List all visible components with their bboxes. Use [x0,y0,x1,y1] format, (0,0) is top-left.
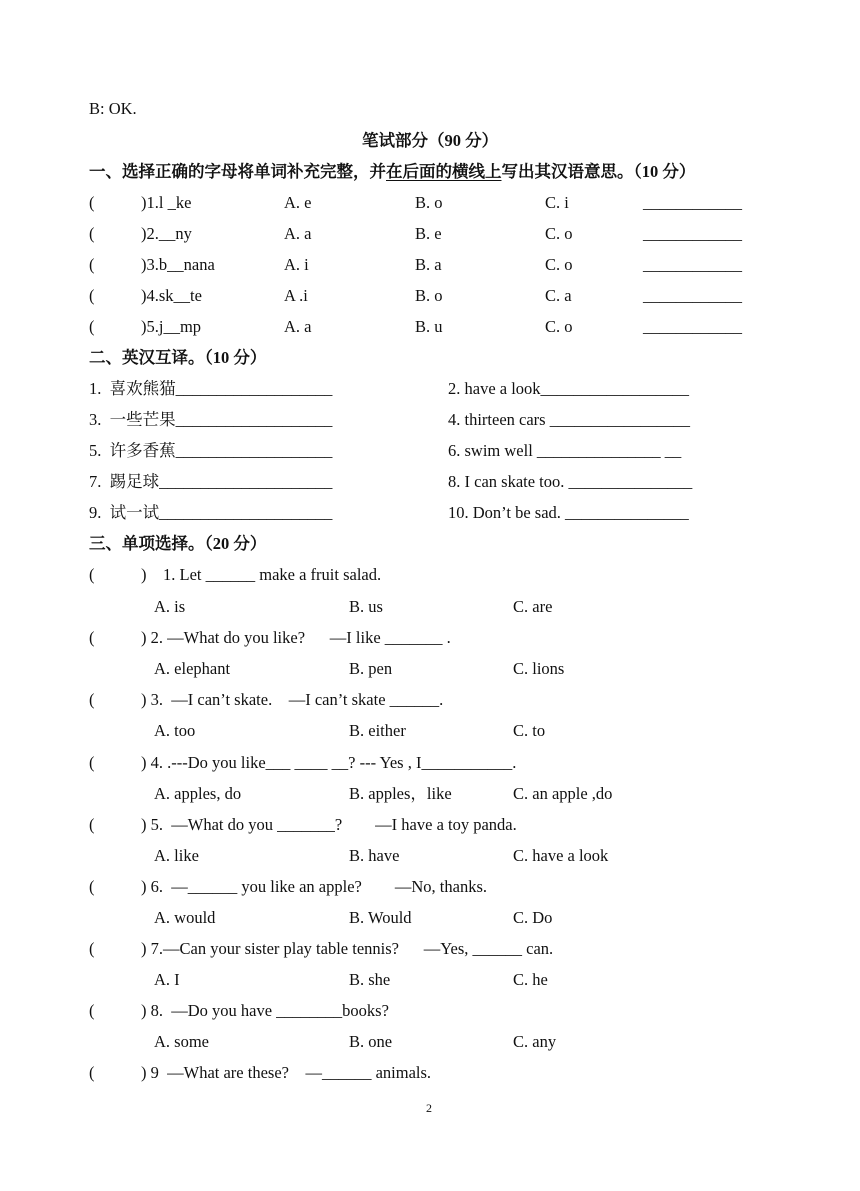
answer-paren: ( [89,939,95,958]
answer-paren: ( [89,255,95,274]
page-title: 笔试部分（90 分） [361,131,499,150]
option-b: B. o [415,193,443,212]
option-b: B. Would [349,908,412,927]
section3-heading: 三、单项选择。（20 分） [89,534,267,553]
answer-paren: ( [89,224,95,243]
section1-heading-a: 一、选择正确的字母将单词补充完整，并 [89,162,386,181]
question-word: )1.l _ke [141,193,192,212]
section2-heading: 二、英汉互译。（10 分） [89,348,267,367]
question-text: ) 4. .---Do you like___ ____ __? --- Yes , I___________. [141,753,517,772]
option-b: B. have [349,846,400,865]
option-c: C. he [513,970,548,989]
question-word: )5.j__mp [141,317,202,336]
translation-item: 7. 踢足球_____________________ [89,472,333,491]
option-b: B. a [415,255,442,274]
question-word: )3.b__nana [141,255,215,274]
answer-paren: ( [89,317,95,336]
meaning-blank: ____________ [643,286,742,305]
option-a: A. too [154,721,196,740]
option-c: C. i [545,193,569,212]
question-text: ) 7.—Can your sister play table tennis? —Yes, ______ can. [141,939,554,958]
option-a: A. i [284,255,309,274]
option-c: C. o [545,255,573,274]
translation-item: 10. Don’t be sad. _______________ [448,503,689,522]
intro-text: B: OK. [89,99,137,118]
answer-paren: ( [89,690,95,709]
option-c: C. an apple ,do [513,784,613,803]
translation-item: 6. swim well _______________ __ [448,441,682,460]
meaning-blank: ____________ [643,255,742,274]
option-c: C. o [545,224,573,243]
option-b: B. e [415,224,442,243]
option-a: A. apples, do [154,784,242,803]
question-word: )4.sk__te [141,286,202,305]
question-text: ) 1. Let ______ make a fruit salad. [141,565,382,584]
option-c: C. lions [513,659,565,678]
option-c: C. have a look [513,846,609,865]
page-number: 2 [426,1101,432,1115]
answer-paren: ( [89,286,95,305]
option-b: B. o [415,286,443,305]
meaning-blank: ____________ [643,224,742,243]
option-c: C. Do [513,908,553,927]
section1-heading-c: 写出其汉语意思。（10 分） [501,162,696,181]
question-text: ) 3. —I can’t skate. —I can’t skate ______. [141,690,444,709]
option-a: A. I [154,970,180,989]
section1-heading-b: 在后面的横线上 [386,162,502,181]
translation-item: 3. 一些芒果___________________ [89,410,333,429]
option-b: B. either [349,721,406,740]
option-a: A. some [154,1032,209,1051]
answer-paren: ( [89,1001,95,1020]
answer-paren: ( [89,1063,95,1082]
option-a: A. a [284,224,312,243]
option-b: B. apples，like [349,784,452,803]
question-word: )2.__ny [141,224,192,243]
question-text: ) 9 —What are these? —______ animals. [141,1063,432,1082]
translation-item: 2. have a look__________________ [448,379,690,398]
option-a: A .i [284,286,308,305]
question-text: ) 5. —What do you _______? —I have a toy panda. [141,815,517,834]
answer-paren: ( [89,815,95,834]
option-a: A. a [284,317,312,336]
question-text: ) 6. —______ you like an apple? —No, thanks. [141,877,487,896]
translation-item: 4. thirteen cars _________________ [448,410,690,429]
question-text: ) 8. —Do you have ________books? [141,1001,389,1020]
option-c: C. a [545,286,572,305]
option-b: B. one [349,1032,393,1051]
option-a: A. like [154,846,199,865]
translation-item: 5. 许多香蕉___________________ [89,441,333,460]
option-b: B. pen [349,659,393,678]
option-c: C. o [545,317,573,336]
answer-paren: ( [89,628,95,647]
option-a: A. would [154,908,216,927]
option-c: C. to [513,721,546,740]
meaning-blank: ____________ [643,193,742,212]
option-b: B. she [349,970,391,989]
option-a: A. e [284,193,312,212]
translation-item: 9. 试一试_____________________ [89,503,333,522]
option-b: B. u [415,317,443,336]
answer-paren: ( [89,193,95,212]
option-c: C. are [513,597,553,616]
option-a: A. is [154,597,186,616]
translation-item: 1. 喜欢熊猫___________________ [89,379,333,398]
option-a: A. elephant [154,659,231,678]
option-b: B. us [349,597,383,616]
question-text: ) 2. —What do you like? —I like _______ . [141,628,451,647]
meaning-blank: ____________ [643,317,742,336]
translation-item: 8. I can skate too. _______________ [448,472,693,491]
answer-paren: ( [89,753,95,772]
answer-paren: ( [89,565,95,584]
answer-paren: ( [89,877,95,896]
section1-heading [89,161,695,183]
option-c: C. any [513,1032,557,1051]
